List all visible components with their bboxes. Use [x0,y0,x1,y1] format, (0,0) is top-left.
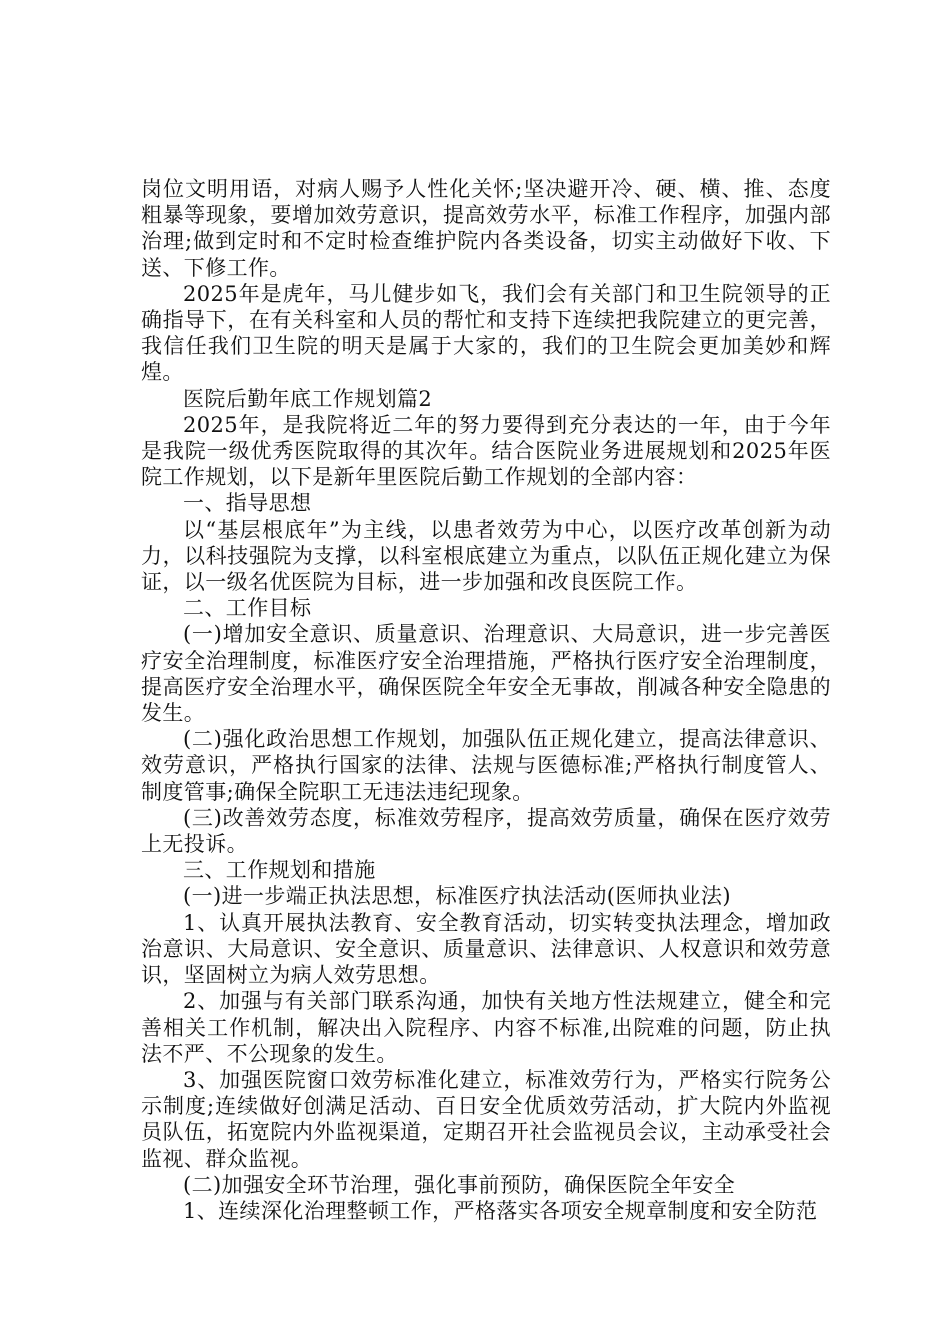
paragraph: 2、加强与有关部门联系沟通，加快有关地方性法规建立，健全和完善相关工作机制，解决出入院程序、内容不标准,出院难的问题，防止执法不严、不公现象的发生。 [141,989,831,1066]
document-body [141,176,831,1224]
paragraph: 1、认真开展执法教育、安全教育活动，切实转变执法理念，增加政治意识、大局意识、安全意识、质量意识、法律意识、人权意识和效劳意识，坚固树立为病人效劳思想。 [141,910,831,988]
subheading: (一)进一步端正执法思想，标准医疗执法活动(医师执业法) [183,884,731,909]
paragraph-continuation: 岗位文明用语，对病人赐予人性化关怀;坚决避开冷、硬、横、推、态度粗暴等现象，要增加效劳意识，提高效劳水平，标准工作程序，加强内部治理;做到定时和不定时检查维护院内各类设备，切实主动做好下收、下送、下修工作。 [141,177,831,280]
paragraph: 1、连续深化治理整顿工作，严格落实各项安全规章制度和安全防范 [183,1198,818,1223]
paragraph: (三)改善效劳态度，标准效劳程序，提高效劳质量，确保在医疗效劳上无投诉。 [141,805,831,857]
paragraph: 2025年，是我院将近二年的努力要得到充分表达的一年，由于今年是我院一级优秀医院取得的其次年。结合医院业务进展规划和2025年医院工作规划，以下是新年里医院后勤工作规划的全部内容： [141,412,831,490]
paragraph: (二)强化政治思想工作规划，加强队伍正规化建立，提高法律意识、效劳意识，严格执行国家的法律、法规与医德标准;严格执行制度管人、制度管事;确保全院职工无违法违纪现象。 [141,727,831,804]
paragraph: 2025年是虎年，马儿健步如飞，我们会有关部门和卫生院领导的正确指导下，在有关科室和人员的帮忙和支持下连续把我院建立的更完善，我信任我们卫生院的明天是属于大家的，我们的卫生院会更加美妙和辉煌。 [141,281,831,385]
paragraph: 以“基层根底年”为主线，以患者效劳为中心，以医疗改革创新为动力，以科技强院为支撑，以科室根底建立为重点，以队伍正规化建立为保证，以一级名优医院为目标，进一步加强和改良医院工作。 [141,517,831,595]
section-title: 医院后勤年底工作规划篇2 [183,386,433,411]
heading: 三、工作规划和措施 [183,858,376,883]
heading: 一、指导思想 [183,491,312,516]
paragraph: (一)增加安全意识、质量意识、治理意识、大局意识，进一步完善医疗安全治理制度，标准医疗安全治理措施，严格执行医疗安全治理制度，提高医疗安全治理水平，确保医院全年安全无事故，削减各种安全隐患的发生。 [141,622,831,726]
subheading: (二)加强安全环节治理，强化事前预防，确保医院全年安全 [183,1172,736,1197]
heading: 二、工作目标 [183,596,312,621]
paragraph: 3、加强医院窗口效劳标准化建立，标准效劳行为，严格实行院务公示制度;连续做好创满足活动、百日安全优质效劳活动，扩大院内外监视员队伍，拓宽院内外监视渠道，定期召开社会监视员会议，主动承受社会监视、群众监视。 [141,1067,831,1171]
